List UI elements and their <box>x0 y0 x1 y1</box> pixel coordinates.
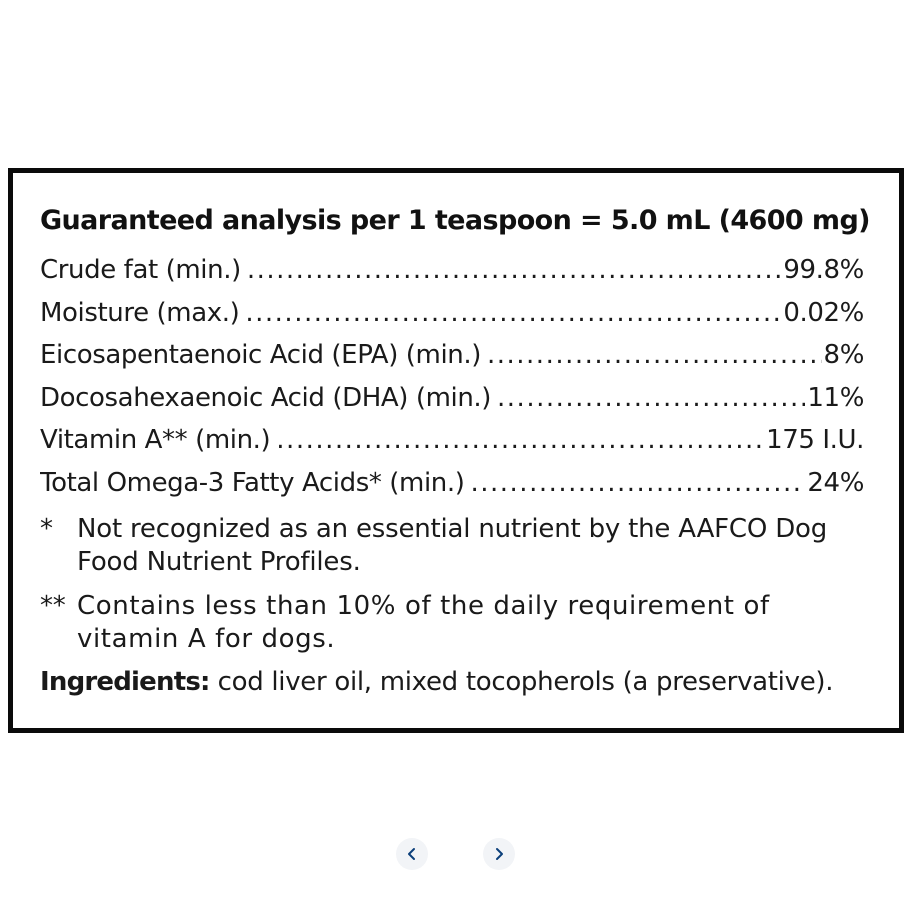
nutrient-name: Vitamin A** (min.) <box>40 425 271 455</box>
ingredients-text: cod liver oil, mixed tocopherols (a preservative). <box>209 667 834 697</box>
nutrient-value: 175 I.U. <box>766 425 864 455</box>
footnote-mark: ** <box>40 591 66 621</box>
dot-leader <box>470 468 805 498</box>
dot-leader <box>487 340 822 370</box>
footnote-mark: * <box>40 514 53 544</box>
dot-leader <box>247 255 782 285</box>
nutrient-name: Docosahexaenoic Acid (DHA) (min.) <box>40 382 492 413</box>
footnote-text: Not recognized as an essential nutrient by the AAFCO Dog Food Nutrient Profiles. <box>77 514 828 577</box>
analysis-row <box>40 340 864 383</box>
nutrient-value: 8% <box>823 340 864 370</box>
next-image-button[interactable] <box>483 838 515 870</box>
nutrient-name: Moisture (max.) <box>40 297 240 328</box>
nutrient-name: Eicosapentaenoic Acid (EPA) (min.) <box>40 340 481 370</box>
nutrient-value: 99.8% <box>783 255 864 285</box>
ingredients-line <box>40 667 833 697</box>
analysis-row <box>40 255 864 298</box>
nutrient-name: Crude fat (min.) <box>40 255 241 285</box>
nutrient-value: 0.02% <box>783 297 864 328</box>
previous-image-button[interactable] <box>396 838 428 870</box>
analysis-row <box>40 425 864 468</box>
dot-leader <box>245 298 781 328</box>
label-heading: Guaranteed analysis per 1 teaspoon = 5.0 mL (4600 mg) <box>40 205 870 236</box>
analysis-row <box>40 468 864 511</box>
footnote-text: Contains less than 10% of the daily requirement of vitamin A for dogs. <box>77 591 770 654</box>
guaranteed-analysis-label <box>8 168 904 733</box>
nutrient-value: 24% <box>807 467 864 498</box>
chevron-right-icon <box>492 847 506 861</box>
nutrient-value: 11% <box>807 382 864 413</box>
chevron-left-icon <box>405 847 419 861</box>
analysis-row <box>40 298 864 341</box>
footnote-single-asterisk <box>40 513 870 579</box>
dot-leader <box>276 425 764 455</box>
analysis-table <box>40 255 864 510</box>
ingredients-label: Ingredients: <box>40 667 210 697</box>
footnote-double-asterisk <box>40 590 870 656</box>
dot-leader <box>497 383 805 413</box>
analysis-row <box>40 383 864 426</box>
nutrient-name: Total Omega-3 Fatty Acids* (min.) <box>40 467 465 498</box>
